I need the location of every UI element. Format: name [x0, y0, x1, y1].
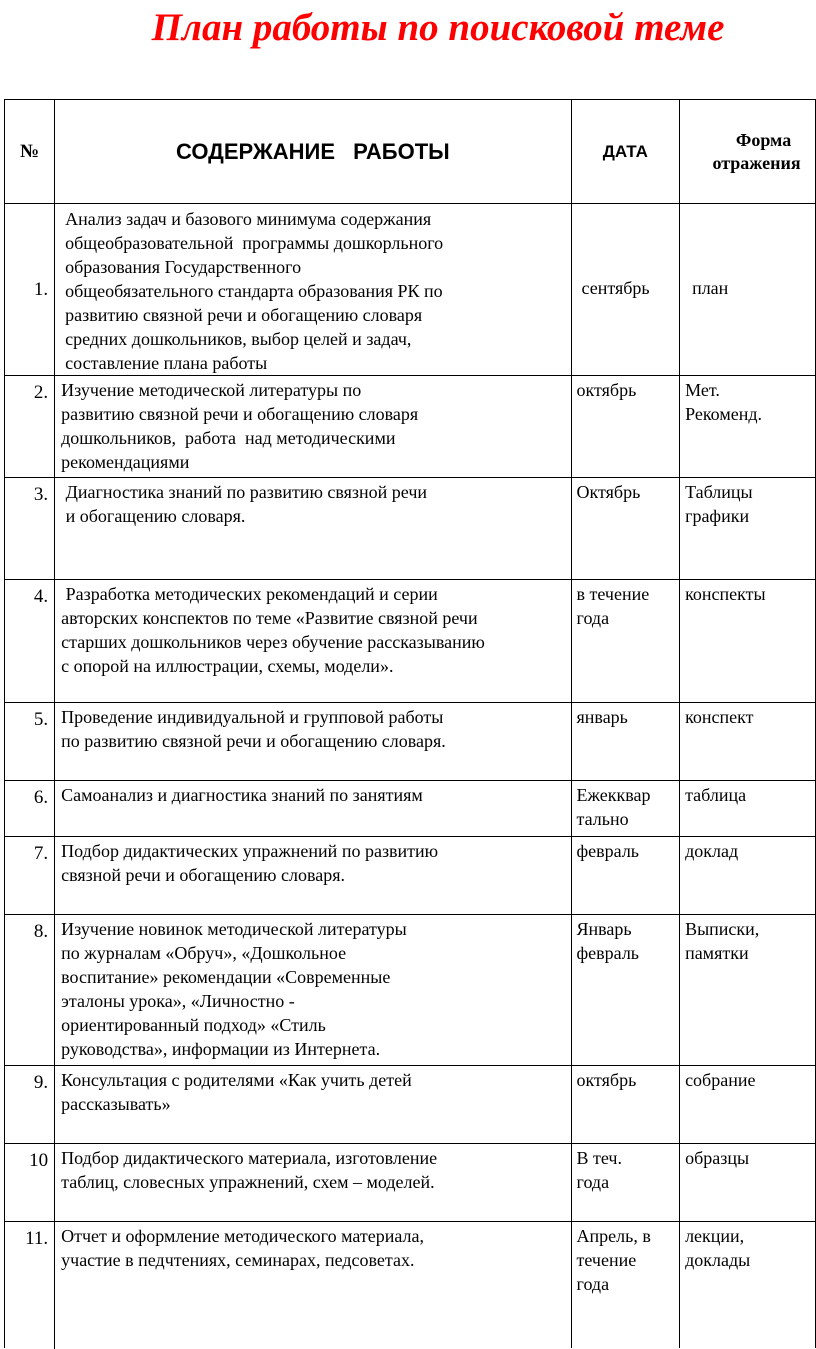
work-plan-table — [4, 99, 816, 1349]
table-header-row — [5, 100, 816, 204]
row-content-line: авторских конспектов по теме «Развитие связной речи — [61, 608, 478, 628]
row-content-line: Консультация с родителями «Как учить детей — [61, 1070, 412, 1090]
row-date-line: октябрь — [576, 1070, 637, 1090]
row-number: 3. — [5, 478, 55, 580]
row-content-line: Подбор дидактического материала, изготовление — [61, 1148, 438, 1168]
row-content-line: руководства», информации из Интернета. — [61, 1039, 381, 1059]
row-content-line: средних дошкольников, выбор целей и задач, — [65, 329, 412, 349]
row-form-line: доклад — [685, 841, 739, 861]
row-form — [680, 478, 816, 580]
header-form — [680, 100, 816, 204]
row-content-line: образования Государственного — [65, 257, 302, 277]
row-content-line: Подбор дидактических упражнений по развитию — [61, 841, 439, 861]
row-date — [571, 478, 680, 580]
row-form-line: план — [692, 278, 729, 298]
row-date — [571, 703, 680, 781]
row-form-line: лекции, — [685, 1226, 745, 1246]
row-content — [55, 376, 571, 478]
row-date — [571, 781, 680, 837]
row-date — [571, 1066, 680, 1144]
row-form — [680, 915, 816, 1066]
row-content-line: составление плана работы — [65, 353, 268, 373]
table-row — [5, 703, 816, 781]
row-content — [55, 915, 571, 1066]
row-content-line: развитию связной речи и обогащению словаря — [61, 404, 419, 424]
row-content-line: Разработка методических рекомендаций и серии — [61, 584, 438, 604]
table-row — [5, 837, 816, 915]
row-content-line: ориентированный подход» «Стиль — [61, 1015, 326, 1035]
row-form-line: конспекты — [685, 584, 766, 604]
row-content — [55, 837, 571, 915]
row-form-line: Мет. — [685, 380, 720, 400]
row-date-line: Январь — [576, 919, 632, 939]
row-content — [55, 1222, 571, 1349]
table-row — [5, 1066, 816, 1144]
header-number: № — [5, 100, 55, 204]
table-row — [5, 580, 816, 703]
row-date — [571, 204, 680, 376]
row-content-line: рекомендациями — [61, 452, 190, 472]
row-content — [55, 781, 571, 837]
row-form-line: таблица — [685, 785, 747, 805]
page-title: План работы по поисковой теме — [151, 6, 725, 49]
row-number: 2. — [5, 376, 55, 478]
row-content-line: по развитию связной речи и обогащению словаря. — [61, 731, 446, 751]
row-number: 4. — [5, 580, 55, 703]
table-row — [5, 376, 816, 478]
row-content-line: участие в педчтениях, семинарах, педсоветах. — [61, 1250, 415, 1270]
row-form-line: графики — [685, 506, 750, 526]
row-content-line: эталоны урока», «Личностно - — [61, 991, 295, 1011]
row-form — [680, 703, 816, 781]
row-form-line: памятки — [685, 943, 749, 963]
row-content-line: старших дошкольников через обучение рассказыванию — [61, 632, 485, 652]
table-row — [5, 204, 816, 376]
row-content — [55, 478, 571, 580]
row-number: 10 — [5, 1144, 55, 1222]
row-form — [680, 204, 816, 376]
row-form-line: конспект — [685, 707, 754, 727]
row-form — [680, 1144, 816, 1222]
row-number: 1. — [5, 204, 55, 376]
table-row — [5, 781, 816, 837]
header-form-line2: отражения — [712, 152, 801, 173]
row-content-line: Самоанализ и диагностика знаний по занятиям — [61, 785, 423, 805]
row-content-line: общеобразовательной программы дошкорльного — [65, 233, 444, 253]
row-content-line: Анализ задач и базового минимума содержания — [65, 209, 432, 229]
row-form-line: Выписки, — [685, 919, 760, 939]
table-row — [5, 478, 816, 580]
row-content-line: развитию связной речи и обогащению словаря — [65, 305, 423, 325]
row-date-line: Ежекквар — [576, 785, 651, 805]
row-content-line: Проведение индивидуальной и групповой работы — [61, 707, 444, 727]
row-date-line: февраль — [576, 943, 640, 963]
table-row — [5, 915, 816, 1066]
row-content-line: и обогащению словаря. — [61, 506, 246, 526]
table-body — [5, 204, 816, 1349]
row-date-line: тально — [576, 809, 629, 829]
row-number: 11. — [5, 1222, 55, 1349]
header-content: СОДЕРЖАНИЕ РАБОТЫ — [55, 100, 571, 204]
row-number: 8. — [5, 915, 55, 1066]
row-date-line: январь — [576, 707, 628, 727]
row-date-line: года — [576, 608, 610, 628]
table-row — [5, 1222, 816, 1349]
row-date — [571, 915, 680, 1066]
row-date-line: в течение — [576, 584, 650, 604]
row-content-line: Отчет и оформление методического материала, — [61, 1226, 424, 1246]
row-number: 7. — [5, 837, 55, 915]
row-date — [571, 1222, 680, 1349]
header-form-line1: Форма — [735, 129, 792, 150]
row-content — [55, 204, 571, 376]
row-content — [55, 1066, 571, 1144]
row-content-line: Диагностика знаний по развитию связной речи — [61, 482, 428, 502]
row-form-line: Таблицы — [685, 482, 753, 502]
row-content-line: рассказывать» — [61, 1094, 171, 1114]
row-content-line: таблиц, словесных упражнений, схем – моделей. — [61, 1172, 435, 1192]
row-date-line: октябрь — [576, 380, 637, 400]
row-form — [680, 580, 816, 703]
row-date-line: года — [576, 1172, 610, 1192]
row-date-line: сентябрь — [581, 278, 650, 298]
row-form-line: собрание — [685, 1070, 756, 1090]
row-date — [571, 376, 680, 478]
row-content-line: с опорой на иллюстрации, схемы, модели». — [61, 656, 394, 676]
row-date-line: Апрель, в — [576, 1226, 651, 1246]
row-date-line: В теч. — [576, 1148, 622, 1168]
row-date — [571, 1144, 680, 1222]
row-number: 9. — [5, 1066, 55, 1144]
row-form-line: Рекоменд. — [685, 404, 762, 424]
header-date: ДАТА — [571, 100, 680, 204]
row-date-line: года — [576, 1274, 610, 1294]
row-form-line: образцы — [685, 1148, 750, 1168]
row-date-line: течение — [576, 1250, 637, 1270]
row-number: 6. — [5, 781, 55, 837]
row-content-line: по журналам «Обруч», «Дошкольное — [61, 943, 347, 963]
row-content-line: воспитание» рекомендации «Современные — [61, 967, 391, 987]
row-form — [680, 837, 816, 915]
row-content-line: дошкольников, работа над методическими — [61, 428, 396, 448]
row-content — [55, 1144, 571, 1222]
row-number: 5. — [5, 703, 55, 781]
row-content-line: связной речи и обогащению словаря. — [61, 865, 346, 885]
row-form — [680, 1222, 816, 1349]
row-content-line: Изучение методической литературы по — [61, 380, 362, 400]
row-content-line: общеобязательного стандарта образования РК по — [65, 281, 443, 301]
row-form — [680, 1066, 816, 1144]
row-form — [680, 781, 816, 837]
row-content — [55, 580, 571, 703]
row-date — [571, 580, 680, 703]
row-date-line: февраль — [576, 841, 640, 861]
row-date — [571, 837, 680, 915]
table-row — [5, 1144, 816, 1222]
row-form-line: доклады — [685, 1250, 751, 1270]
row-content-line: Изучение новинок методической литературы — [61, 919, 407, 939]
row-content — [55, 703, 571, 781]
row-date-line: Октябрь — [576, 482, 641, 502]
row-form — [680, 376, 816, 478]
